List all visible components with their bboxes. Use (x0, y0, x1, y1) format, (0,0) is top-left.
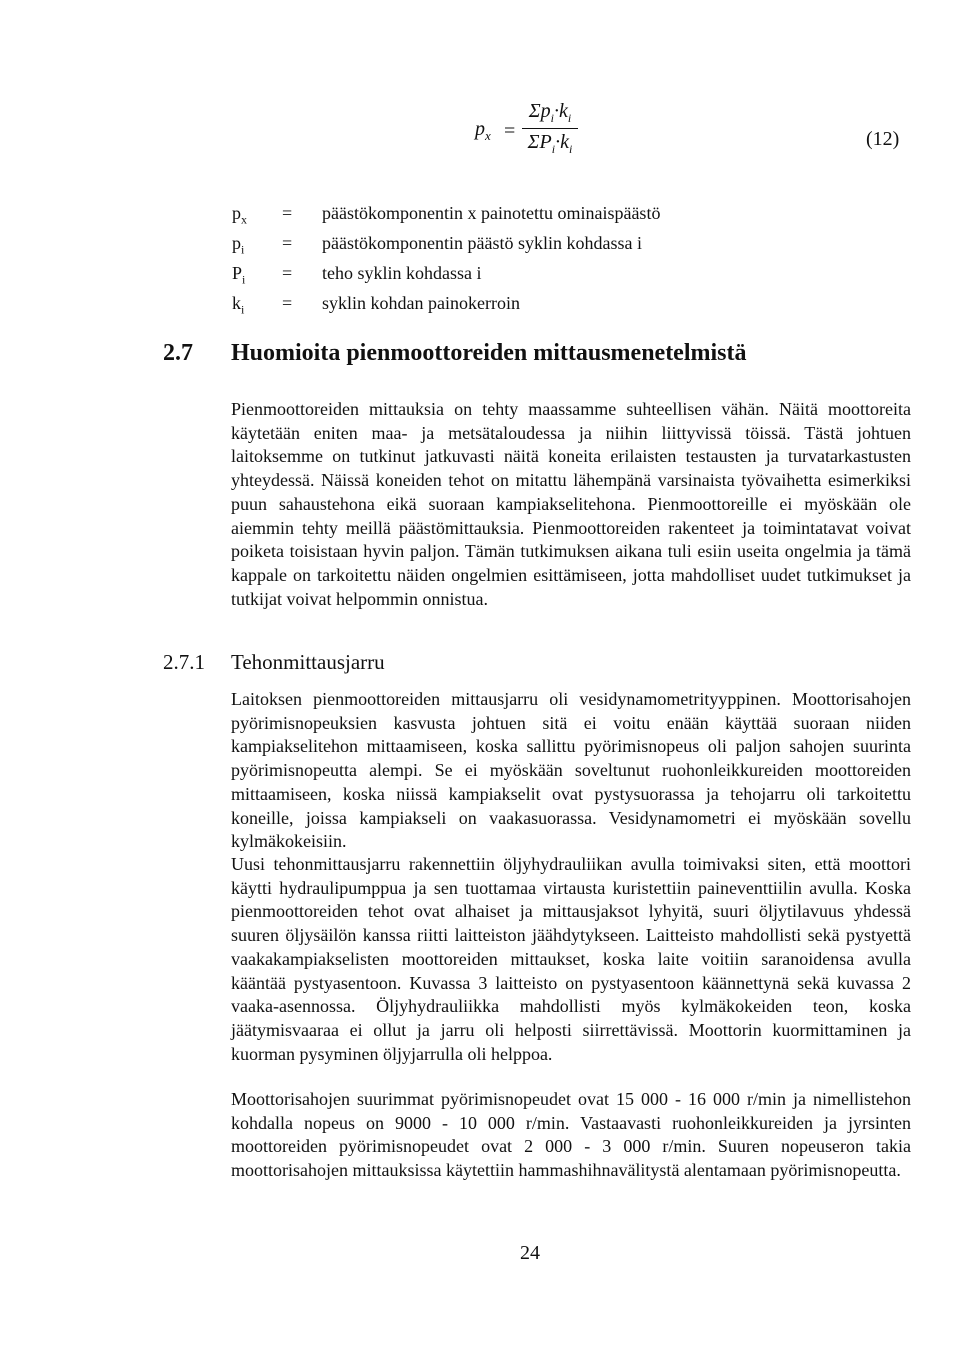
equation-number: (12) (866, 128, 900, 150)
body-paragraph-4: Moottorisahojen suurimmat pyörimisnopeudet ovat 15 000 - 16 000 r/min ja nimellistehon kohdalla nopeus on 9000 - 10 000 r/min. Vastaavasti ruohonleikkureiden ja jyrsinten moottoreiden pyörimisnopeudet ovat 2 000 - 3 000 r/min. Suuren nopeuseron takia moottorisahojen mittauksissa käytettiin hammashihnavälitystä alentamaan pyörimisnopeutta. (231, 1089, 911, 1181)
equation-lhs: $p_x$ (475, 118, 491, 143)
definition-text: päästökomponentin x painotettu ominaispäästö (322, 203, 661, 223)
subsection-title: Tehonmittausjarru (231, 650, 385, 674)
definition-equals: = (282, 293, 293, 314)
definition-symbol: $p_i$ (232, 233, 245, 257)
section-number: 2.7 (163, 340, 193, 366)
definition-row (232, 232, 660, 262)
definition-equals: = (282, 203, 293, 223)
body-paragraph-3: Uusi tehonmittausjarru rakennettiin öljyhydrauliikan avulla toimivaksi siten, että moottori käytti hydraulipumppua ja sen tuottamaa virtausta kuristettiin paineventtiilin avulla. Koska pienmoottoreiden tehot ovat alhaiset ja mittausjaksot lyhyitä, suuri öljytilavuus yhdessä suuren öljysäilön kanssa riitti laitteiston jäähdytykseen. Laitteisto mahdollisti sekä pystyettä vaakakampiakselisten moottoreiden mittaukset, koska laite voitiin saranoidensa avulla kääntää pystyasentoon. Kuvassa 3 laitteisto on pystyasentoon käännettynä sekä kuvassa 2 vaaka-asennossa. Öljyhydrauliikka mahdollisti myös kylmäkokeiden teon, koska jäätymisvaaraa ei ollut ja jarru oli helposti siirrettävissä. Moottorin kuormittaminen ja kuorman pysyminen öljyjarrulla oli helppoa. (231, 854, 911, 1064)
definition-row (232, 292, 660, 322)
definition-symbol: $P_i$ (232, 263, 246, 287)
definition-text: teho syklin kohdassa i (322, 263, 482, 284)
page-number: 24 (520, 1242, 540, 1264)
definition-text: syklin kohdan painokerroin (322, 293, 520, 314)
subsection-number: 2.7.1 (163, 650, 205, 674)
equation-numerator: $\Sigma p_i\cdot k_i$ (522, 100, 578, 129)
subsection-heading (163, 650, 385, 675)
section-title: Huomioita pienmoottoreiden mittausmenetelmistä (231, 340, 747, 366)
definition-symbol: $p_x$ (232, 203, 247, 227)
definitions-list (232, 202, 660, 322)
definition-equals: = (282, 233, 293, 254)
definition-equals: = (282, 263, 293, 284)
body-paragraph-1: Pienmoottoreiden mittauksia on tehty maassamme suhteellisen vähän. Näitä moottoreita käytetään eniten maa- ja metsätaloudessa ja niihin liittyvissä töissä. Tästä johtuen laitoksemme on tutkinut jatkuvasti näitä koneita erilaisten testausten ja turvatarkastusten yhteydessä. Näissä koneiden tehot on mitattu lähempänä varsinaista työvaihetta esimerkiksi puun sahaustehona eikä suoraan kampiakselitehona. Pienmoottoreille ei myöskään ole aiemmin tehty meillä päästömittauksia. Pienmoottoreiden rakenteet ja toimintatavat voivat poiketa toisistaan hyvin paljon. Tämän tutkimuksen aikana tuli esiin useita ongelmia ja tämä kappale on tarkoitettu näiden ongelmien esittämiseen, jotta mahdolliset uudet tutkimukset ja tutkijat voivat helpommin onnistua. (231, 399, 911, 609)
section-heading (163, 340, 747, 367)
definition-text: päästökomponentin päästö syklin kohdassa i (322, 233, 642, 254)
equation-denominator: $\Sigma P_i\cdot k_i$ (527, 131, 573, 156)
definition-symbol: $k_i$ (232, 293, 245, 317)
definition-row (232, 262, 660, 292)
equation-sign: = (504, 120, 516, 142)
definition-row (232, 202, 660, 232)
body-paragraph-2: Laitoksen pienmoottoreiden mittausjarru oli vesidynamometrityyppinen. Moottorisahojen pyörimisnopeuksien kasvusta johtuen sitä ei voitu enään käyttää suoraan niiden kampiakselitehon mittaamiseen, koska sallittu pyörimisnopeus oli paljon sahojen suurinta pyörimisnopeutta alempi. Se ei myöskään soveltunut ruohonleikkureiden moottoreiden mittaamiseen, koska niissä kampiakselit ovat pystysuorassa ja tehojarru oli tarkoitettu koneille, joissa kampiakseli on vaakasuorassa. Vesidynamometri ei myöskään sovellu kylmäkokeisiin. (231, 689, 911, 852)
equation-fraction (522, 100, 578, 157)
